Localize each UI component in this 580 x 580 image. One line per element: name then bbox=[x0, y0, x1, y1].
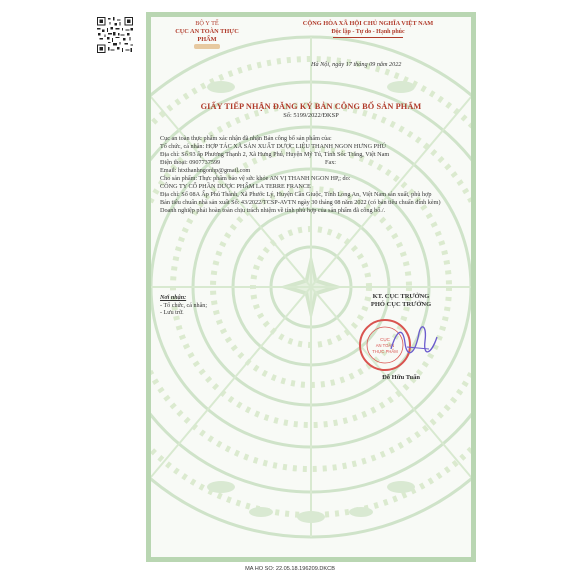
email-text: Email: htxthanhngonhp@gmail.com bbox=[160, 167, 251, 174]
intro-text: Cục an toàn thực phẩm xác nhận đã nhận Bản công bố sản phẩm của: bbox=[160, 135, 332, 142]
handwritten-signature-icon bbox=[385, 319, 441, 361]
standard-text: Bản tiêu chuẩn nhà sản xuất Số: 43/2022/TCSP-AVTN ngày 30 tháng 08 năm 2022 (có bản tiêu chuẩn đính kèm) bbox=[160, 199, 441, 206]
document-title: GIẤY TIẾP NHẬN ĐĂNG KÝ BẢN CÔNG BỐ SẢN PHẨM bbox=[200, 102, 422, 111]
svg-text:THỰC PHẨM: THỰC PHẨM bbox=[372, 349, 398, 354]
responsibility-text: Doanh nghiệp phải hoàn toàn chịu trách nhiệm về tính phù hợp của sản phẩm đã công bố./. bbox=[160, 207, 386, 214]
certificate-body bbox=[160, 135, 468, 215]
document-number: Số: 5199/2022/ĐKSP bbox=[283, 112, 339, 119]
signature-title-block bbox=[341, 293, 461, 309]
contact-row bbox=[160, 159, 468, 167]
certificate-document bbox=[146, 12, 476, 562]
organization-address: Địa chỉ: Số 93 ấp Phương Thạnh 2, Xã Hưng Phú, Huyện Mỹ Tú, Tỉnh Sóc Trăng, Việt Nam bbox=[160, 151, 390, 158]
national-motto: Độc lập - Tự do - Hạnh phúc bbox=[331, 29, 405, 35]
issue-date: Hà Nội, ngày 17 tháng 09 năm 2022 bbox=[311, 61, 402, 68]
ministry-name: BỘ Y TẾ bbox=[195, 20, 219, 27]
svg-text:AN TOÀN: AN TOÀN bbox=[375, 343, 395, 348]
product-text: Cho sản phẩm: Thực phẩm bảo vệ sức khỏe AN VỊ THANH NGON HP,; do: bbox=[160, 175, 351, 182]
manufacturer-address: Địa chỉ: Số 08A Ấp Phú Thành, Xã Phước Lý, Huyện Cần Giuộc, Tỉnh Long An, Việt Nam sản xuất, phù hợp bbox=[160, 191, 432, 198]
motto-underline bbox=[333, 37, 403, 38]
recipient-item: - Tổ chức, cá nhân; bbox=[160, 302, 208, 309]
qr-code bbox=[97, 17, 133, 53]
national-motto-header bbox=[269, 20, 467, 38]
signer-title-2: PHÓ CỤC TRƯỞNG bbox=[370, 301, 432, 308]
recipients-heading: Nơi nhận: bbox=[160, 295, 187, 301]
issuing-authority-header bbox=[166, 20, 248, 52]
recipients-block bbox=[160, 295, 207, 318]
phone-text: Điện thoại: 0907737599 bbox=[160, 159, 221, 166]
agency-name: CỤC AN TOÀN THỰC PHẨM bbox=[175, 28, 239, 43]
country-name: CỘNG HÒA XÃ HỘI CHỦ NGHĨA VIỆT NAM bbox=[302, 20, 434, 27]
dossier-code: MA HO SO: 22.05.18.196209.DKCB bbox=[245, 566, 335, 572]
agency-logo-icon bbox=[194, 44, 220, 49]
fax-text: Fax: bbox=[325, 159, 337, 166]
organization-text: Tổ chức, cá nhân: HỢP TÁC XÃ SẢN XUẤT DƯỢC LIỆU THANH NGON HƯNG PHÚ bbox=[160, 143, 387, 150]
signer-title-1: KT. CỤC TRƯỞNG bbox=[372, 293, 430, 300]
recipient-item: - Lưu trữ. bbox=[160, 310, 184, 316]
signer-name: Đỗ Hữu Tuấn bbox=[382, 374, 420, 381]
svg-text:CỤC: CỤC bbox=[380, 337, 390, 342]
manufacturer-name: CÔNG TY CỔ PHẦN DƯỢC PHẨM LA TERRE FRANCE bbox=[160, 183, 311, 190]
